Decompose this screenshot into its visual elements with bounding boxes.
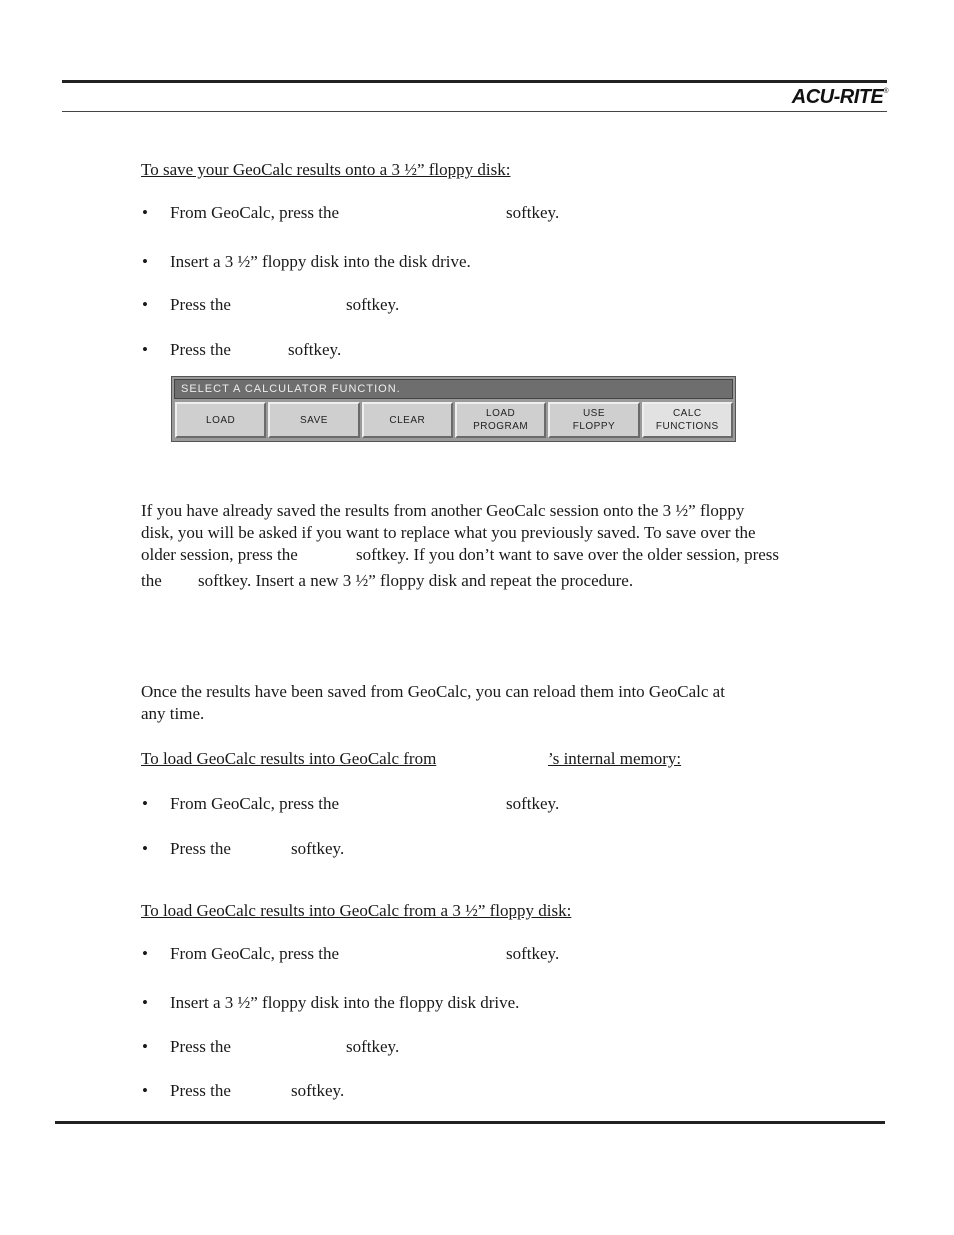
softkey-row <box>175 402 733 438</box>
save-step-1-post: softkey. <box>506 203 560 222</box>
save-step-3-pre: Press the <box>170 295 231 314</box>
mem-step-2-post: softkey. <box>291 839 345 858</box>
reload-line-2: any time. <box>141 704 205 723</box>
floppy-step-2: Insert a 3 ½” floppy disk into the floppy disk drive. <box>170 993 520 1012</box>
load-memory-heading-post: ’s internal memory: <box>548 749 682 768</box>
bullet: • <box>142 944 148 963</box>
bullet: • <box>142 340 148 359</box>
mem-step-1-pre: From GeoCalc, press the <box>170 794 340 813</box>
use-floppy-softkey[interactable]: USE FLOPPY <box>548 402 639 438</box>
save-step-1-pre: From GeoCalc, press the <box>170 203 340 222</box>
floppy-step-4-pre: Press the <box>170 1081 231 1100</box>
floppy-step-3-pre: Press the <box>170 1037 231 1056</box>
mem-step-1-post: softkey. <box>506 794 560 813</box>
header-rule <box>62 80 887 83</box>
load-memory-heading-pre: To load GeoCalc results into GeoCalc from <box>141 749 437 768</box>
save-step-3-post: softkey. <box>346 295 400 314</box>
softkey-panel <box>171 376 736 442</box>
header-rule-thin <box>62 111 887 112</box>
heading-underline-gap <box>470 748 548 770</box>
bullet: • <box>142 794 148 813</box>
bullet: • <box>142 203 148 222</box>
floppy-step-1-post: softkey. <box>506 944 560 963</box>
bullet: • <box>142 1037 148 1056</box>
reload-line-1: Once the results have been saved from GeoCalc, you can reload them into GeoCalc at <box>141 682 725 701</box>
bullet: • <box>142 295 148 314</box>
floppy-step-1-pre: From GeoCalc, press the <box>170 944 340 963</box>
save-softkey[interactable]: SAVE <box>268 402 359 438</box>
load-floppy-heading: To load GeoCalc results into GeoCalc from a 3 ½” floppy disk: <box>141 901 572 920</box>
replace-line-4-pre: the <box>141 571 162 590</box>
save-step-4-pre: Press the <box>170 340 231 359</box>
replace-line-3-post: softkey. If you don’t want to save over the older session, press <box>356 545 780 564</box>
floppy-step-4-post: softkey. <box>291 1081 345 1100</box>
bullet: • <box>142 993 148 1012</box>
bullet: • <box>142 839 148 858</box>
acu-rite-logo: ACU-RITE® <box>791 86 888 108</box>
load-program-softkey[interactable]: LOAD PROGRAM <box>455 402 546 438</box>
save-heading: To save your GeoCalc results onto a 3 ½” floppy disk: <box>141 160 511 179</box>
floppy-step-3-post: softkey. <box>346 1037 400 1056</box>
load-softkey[interactable]: LOAD <box>175 402 266 438</box>
replace-line-4-post: softkey. Insert a new 3 ½” floppy disk and repeat the procedure. <box>198 571 634 590</box>
panel-prompt: SELECT A CALCULATOR FUNCTION. <box>174 379 733 399</box>
footer-rule <box>55 1121 885 1124</box>
bullet: • <box>142 252 148 271</box>
replace-line-2: disk, you will be asked if you want to replace what you previously saved. To save over the <box>141 523 756 542</box>
mem-step-2-pre: Press the <box>170 839 231 858</box>
calc-functions-softkey[interactable]: CALC FUNCTIONS <box>642 402 733 438</box>
bullet: • <box>142 1081 148 1100</box>
replace-line-1: If you have already saved the results from another GeoCalc session onto the 3 ½” floppy <box>141 501 745 520</box>
save-step-4-post: softkey. <box>288 340 342 359</box>
clear-softkey[interactable]: CLEAR <box>362 402 453 438</box>
replace-line-3-pre: older session, press the <box>141 545 298 564</box>
save-step-2: Insert a 3 ½” floppy disk into the disk drive. <box>170 252 471 271</box>
